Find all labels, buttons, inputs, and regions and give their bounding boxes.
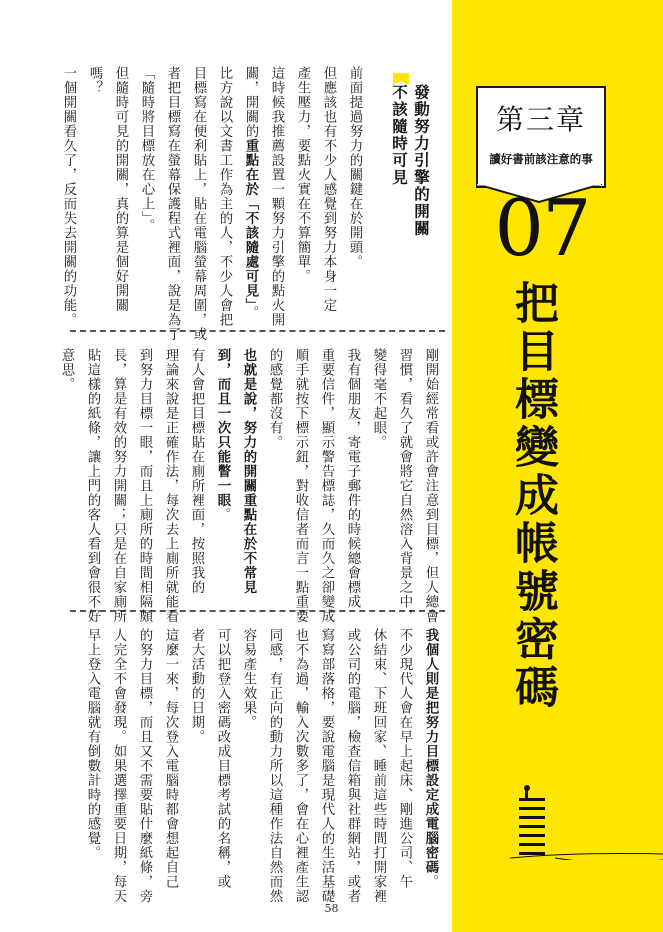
text-run: 順手就按下標示鈕，對收信者而言一點重要 <box>293 348 308 624</box>
text-run: 重要信件，顯示警告標誌，久而久之卻變成 <box>319 348 334 624</box>
text-column <box>262 348 286 450</box>
text-run: 產生壓力，要點火實在不算簡單。 <box>295 66 310 284</box>
text-run: 意思。 <box>59 348 74 392</box>
text-run: 休結束、下班回家、睡前這些時間打開家裡 <box>371 628 386 904</box>
text-column <box>418 628 442 889</box>
text-run: 但應該也有不少人感覺到努力本身一定 <box>321 66 336 313</box>
text-run: 者把目標寫在螢幕保護程式裡面，說是為了 <box>165 66 180 342</box>
text-column <box>186 66 210 342</box>
text-run: 剛開始經常看或許會注意到目標，但人總會 <box>423 348 438 624</box>
section-divider <box>70 330 445 332</box>
text-run: 的努力目標，而且又不需要貼什麼紙條，旁 <box>137 628 152 904</box>
text-run: 目標寫在便利貼上，貼在電腦螢幕周圍，或 <box>191 66 206 342</box>
chapter-number: 07 <box>494 184 590 274</box>
text-column <box>134 66 158 233</box>
text-run: 前面提過努力的關鍵在於開頭。 <box>347 66 362 269</box>
text-column <box>106 348 130 624</box>
emphasis-text: 到，而且一次只能瞥一眼 <box>215 348 230 508</box>
text-run: 不少現代人會在早上起床、剛進公司、午 <box>397 628 412 889</box>
section-heading: 發動努力引擎的開關 不該隨時可見 <box>390 84 430 237</box>
text-run: 早上登入電腦就有倒數計時的感覺。 <box>85 628 100 860</box>
text-column <box>236 348 260 595</box>
text-column <box>290 66 314 284</box>
text-column <box>210 348 234 522</box>
text-column <box>264 66 288 327</box>
text-column <box>288 628 312 904</box>
text-column <box>82 66 106 95</box>
text-run: 也不為過，輸入次數多了，會在心裡產生認 <box>293 628 308 904</box>
text-column <box>392 628 416 889</box>
text-run: 但隨時可見的開關，真的算是個好開關 <box>113 66 128 313</box>
text-run: 容易產生效果。 <box>241 628 256 730</box>
text-run: 變得毫不起眼。 <box>371 348 386 450</box>
text-run: 一個開關看久了，反而失去開關的功能。 <box>61 66 76 327</box>
text-run: 「隨時將目標放在心上」。 <box>139 66 154 234</box>
text-run: 。 <box>423 874 438 889</box>
text-column <box>212 66 236 327</box>
emphasis-text: 我個人則是把努力目標設定成電腦密碼 <box>423 628 438 875</box>
text-column <box>262 628 286 904</box>
text-column <box>210 628 234 889</box>
text-column <box>132 628 156 904</box>
emphasis-text: 重點在於「不該隨處可見」 <box>243 138 258 306</box>
text-column <box>56 66 80 327</box>
text-run: 比方說以文書工作為主的人，不少人會把 <box>217 66 232 327</box>
text-run: 這時候我推薦設置一顆努力引擎的點火開 <box>269 66 284 327</box>
text-run: 我有個朋友，寄電子郵件的時候總會標成 <box>345 348 360 609</box>
text-column <box>184 628 208 744</box>
text-column <box>316 66 340 313</box>
text-column <box>288 348 312 624</box>
text-column <box>160 66 184 342</box>
text-column <box>314 628 338 904</box>
text-run: 的感覺都沒有。 <box>267 348 282 450</box>
text-run: 有人會把目標貼在廁所裡面，按照我的 <box>189 348 204 595</box>
text-run: 者大活動的日期。 <box>189 628 204 744</box>
text-column <box>418 348 442 624</box>
text-column <box>314 348 338 624</box>
text-column <box>236 628 260 730</box>
text-run: 。 <box>243 305 258 321</box>
text-column <box>132 348 156 624</box>
text-column <box>392 348 416 624</box>
text-column <box>80 628 104 860</box>
text-run: 這麼一來，每次登入電腦時都會想起自己 <box>163 628 178 889</box>
text-column <box>158 628 182 889</box>
text-column <box>366 628 390 904</box>
person-climbing-stairs-icon <box>455 780 663 860</box>
text-run: 習慣，看久了就會將它自然溶入背景之中， <box>397 348 412 624</box>
text-run: 長，算是有效的努力開關；只是在自家廁所 <box>111 348 126 624</box>
text-run: 嗎？ <box>87 66 102 95</box>
emphasis-text: 也就是說，努力的開關重點在於不常見 <box>241 348 256 595</box>
text-column <box>108 66 132 313</box>
text-run: 寫寫部落格，要說電腦是現代人的生活基礎 <box>319 628 334 904</box>
chapter-label-box <box>476 86 606 188</box>
text-column <box>342 66 366 269</box>
text-run: 到努力目標一眼，而且上廁所的時間相隔頗 <box>137 348 152 624</box>
text-column <box>340 348 364 609</box>
text-column <box>80 348 104 624</box>
text-run: 關，開關的 <box>243 66 258 139</box>
text-column <box>106 628 130 904</box>
text-run: 。 <box>215 507 230 522</box>
text-run: 同感，有正向的動力所以這種作法自然而然 <box>267 628 282 904</box>
text-run: 或公司的電腦，檢查信箱與社群網站，或者 <box>345 628 360 904</box>
text-column <box>54 348 78 392</box>
chapter-subtitle: 讀好書前該注意的事 <box>489 152 593 166</box>
text-run: 人完全不會發現。如果選擇重要日期，每天 <box>111 628 126 904</box>
page-number: 58 <box>324 902 339 915</box>
text-run: 可以把登入密碼改成目標考試的名稱，或 <box>215 628 230 889</box>
text-column <box>238 66 262 320</box>
text-run: 理論來說是正確作法，每次去上廁所就能看 <box>163 348 178 624</box>
chapter-title: 第三章 <box>495 103 586 136</box>
text-column <box>158 348 182 624</box>
text-column <box>184 348 208 595</box>
chapter-heading: 把目標變成帳號密碼 <box>507 280 558 712</box>
text-column <box>366 348 390 450</box>
text-column <box>340 628 364 904</box>
text-run: 貼這樣的紙條，讓上門的客人看到會很不好 <box>85 348 100 624</box>
